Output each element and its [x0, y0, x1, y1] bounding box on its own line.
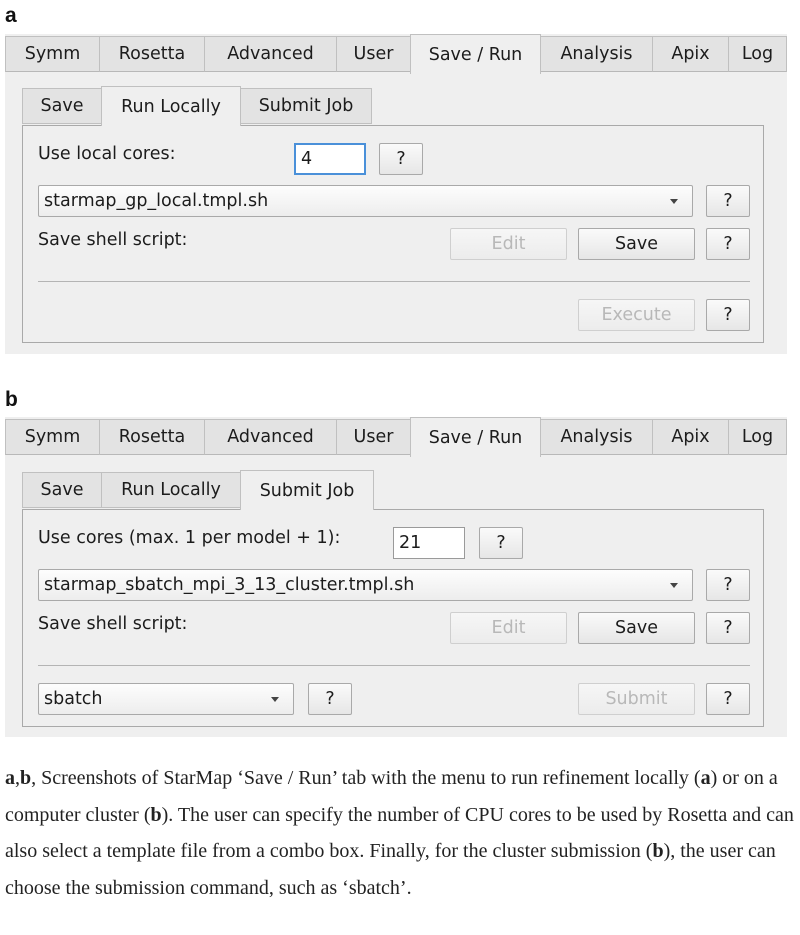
submit-button[interactable]: Submit: [578, 683, 695, 715]
caption-ref-b: b: [652, 840, 664, 862]
main-tab-bar: [5, 417, 787, 455]
submit-job-frame: [22, 509, 764, 727]
separator: [38, 281, 750, 282]
submit-command-value: sbatch: [44, 689, 103, 709]
cores-input[interactable]: 4: [294, 143, 366, 175]
panel-a-letter: a: [5, 4, 17, 27]
save-script-label: Save shell script:: [38, 230, 188, 250]
save-help-button[interactable]: ?: [706, 228, 750, 260]
save-help-button[interactable]: ?: [706, 612, 750, 644]
submit-command-combo[interactable]: [38, 683, 294, 715]
subtab-submit-job[interactable]: Submit Job: [240, 470, 374, 510]
cores-label: Use local cores:: [38, 144, 176, 164]
template-combo[interactable]: [38, 569, 693, 601]
template-value: starmap_sbatch_mpi_3_13_cluster.tmpl.sh: [44, 575, 415, 595]
panel-b-screenshot: [5, 417, 787, 737]
subtab-save[interactable]: Save: [22, 88, 102, 124]
tab-apix[interactable]: Apix: [652, 36, 729, 72]
subtab-submit-job[interactable]: Submit Job: [240, 88, 372, 124]
submit-help-button[interactable]: ?: [706, 683, 750, 715]
run-locally-frame: [22, 125, 764, 343]
tab-user[interactable]: User: [336, 36, 411, 72]
caption-ref-a: a: [700, 767, 711, 789]
execute-button[interactable]: Execute: [578, 299, 695, 331]
tab-log[interactable]: Log: [728, 36, 787, 72]
panel-b-letter: b: [5, 388, 18, 411]
tab-analysis[interactable]: Analysis: [540, 419, 653, 455]
edit-button[interactable]: Edit: [450, 612, 567, 644]
tab-symm[interactable]: Symm: [5, 419, 100, 455]
chevron-down-icon: [670, 199, 678, 204]
template-value: starmap_gp_local.tmpl.sh: [44, 191, 269, 211]
cores-help-button[interactable]: ?: [479, 527, 523, 559]
tab-rosetta[interactable]: Rosetta: [99, 419, 205, 455]
main-tab-bar: [5, 34, 787, 72]
save-script-label: Save shell script:: [38, 614, 188, 634]
caption-ref-a: a: [5, 767, 15, 789]
caption-ref-b: b: [20, 767, 32, 789]
tab-save-run[interactable]: Save / Run: [410, 417, 541, 457]
cores-input[interactable]: 21: [393, 527, 465, 559]
tab-apix[interactable]: Apix: [652, 419, 729, 455]
submit-command-help-button[interactable]: ?: [308, 683, 352, 715]
tab-advanced[interactable]: Advanced: [204, 419, 337, 455]
tab-rosetta[interactable]: Rosetta: [99, 36, 205, 72]
cores-label: Use cores (max. 1 per model + 1):: [38, 528, 341, 548]
chevron-down-icon: [271, 697, 279, 702]
save-button[interactable]: Save: [578, 228, 695, 260]
caption-text: ) or on a computer cluster (: [5, 767, 778, 826]
chevron-down-icon: [670, 583, 678, 588]
tab-symm[interactable]: Symm: [5, 36, 100, 72]
save-button[interactable]: Save: [578, 612, 695, 644]
subtab-run-locally[interactable]: Run Locally: [101, 472, 241, 508]
edit-button[interactable]: Edit: [450, 228, 567, 260]
tab-user[interactable]: User: [336, 419, 411, 455]
execute-help-button[interactable]: ?: [706, 299, 750, 331]
template-help-button[interactable]: ?: [706, 185, 750, 217]
tab-analysis[interactable]: Analysis: [540, 36, 653, 72]
template-help-button[interactable]: ?: [706, 569, 750, 601]
figure-caption: [5, 760, 795, 906]
cores-help-button[interactable]: ?: [379, 143, 423, 175]
template-combo[interactable]: [38, 185, 693, 217]
subtab-save[interactable]: Save: [22, 472, 102, 508]
caption-text: ), the user can choose the submission command, such as ‘sbatch’.: [5, 840, 776, 899]
panel-a-screenshot: [5, 34, 787, 354]
caption-text: ,: [15, 767, 20, 789]
tab-save-run[interactable]: Save / Run: [410, 34, 541, 74]
separator: [38, 665, 750, 666]
tab-log[interactable]: Log: [728, 419, 787, 455]
caption-ref-b: b: [150, 803, 162, 826]
caption-text: , Screenshots of StarMap ‘Save / Run’ tab with the menu to run refinement locally (: [31, 767, 701, 789]
caption-text: ). The user can specify the number of CPU cores to be used by Rosetta and can also select a template file from a combo box. Finally, for the cluster submission (: [5, 803, 794, 862]
tab-advanced[interactable]: Advanced: [204, 36, 337, 72]
subtab-run-locally[interactable]: Run Locally: [101, 86, 241, 126]
